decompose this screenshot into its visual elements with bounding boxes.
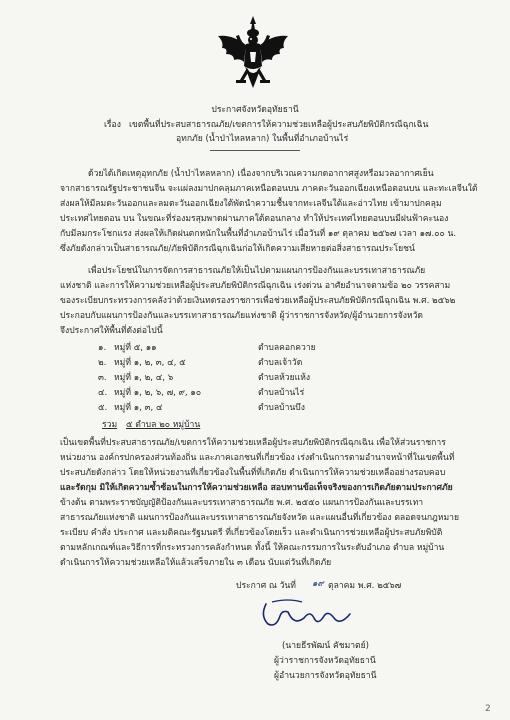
subject-line-2: อุทกภัย (น้ำป่าไหลหลาก) ในพื้นที่อำเภอบ้านไร่: [176, 134, 349, 144]
para3-line-2: หน่วยงาน องค์กรปกครองส่วนท้องถิ่น และภาคเอกชนที่เกี่ยวข้อง เร่งดำเนินการตามอำนาจหน้าที่ในเขตพื้นที่: [60, 453, 455, 463]
para2-line-4: ประกอบกับแผนการป้องกันและบรรเทาสาธารณภัยแห่งชาติ ผู้ว่าราชการจังหวัด/ผู้อำนวยการจังหวัด: [60, 311, 423, 321]
para1-line-5: กับมีลมกระโชกแรง ส่งผลให้เกิดฝนตกหนักในพื้นที่อำเภอบ้านไร่ เมื่อวันที่ ๑๙ ตุลาคม ๒๕๖๗ เวลา ๑๗.๐๐ น.: [60, 229, 457, 239]
area-item-moo: หมู่ที่ ๑, ๒, ๖, ๗, ๙, ๑๐: [114, 388, 202, 398]
summary-label: รวม: [102, 420, 118, 430]
para2-line-1: เพื่อประโยชน์ในการจัดการสาธารณภัยให้เป็นไปตามแผนการป้องกันและบรรเทาสาธารณภัย: [88, 266, 426, 276]
para1-line-1: ด้วยได้เกิดเหตุอุทกภัย (น้ำป่าไหลหลาก) เนื่องจากบริเวณความกดอากาศสูงหรือมวลอากาศเย็น: [88, 169, 434, 179]
para2-line-2: แห่งชาติ และการให้ความช่วยเหลือผู้ประสบภัยพิบัติกรณีฉุกเฉิน เร่งด่วน อาศัยอำนาจตามข้อ ๒๐ วรรคสาม: [60, 281, 451, 291]
para3-line-3: ประสบภัยดังกล่าว โดยให้หน่วยงานที่เกี่ยวข้องในพื้นที่ที่เกิดภัย ดำเนินการให้ความช่วยเหลืออย่างรอบคอบ: [60, 468, 446, 478]
area-item-no: ๒.: [98, 358, 107, 368]
area-item-tambon: ตำบลบ้านไร่: [258, 388, 305, 398]
area-item-no: ๓.: [98, 373, 107, 383]
area-item-tambon: ตำบลห้วยแห้ง: [258, 373, 311, 383]
area-item-no: ๔.: [98, 388, 108, 398]
summary-text: ๕ ตำบล ๒๐ หมู่บ้าน: [126, 420, 201, 430]
subject-label: เรื่อง: [104, 120, 121, 130]
para2-line-3: ของระเบียบกระทรวงการคลังว่าด้วยเงินทดรองราชการเพื่อช่วยเหลือผู้ประสบภัยพิบัติกรณีฉุกเฉิน พ.ศ. ๒๕๖๒: [60, 296, 456, 306]
para1-line-4: ประเทศไทยตอน บน ในขณะที่ร่องมรสุมพาดผ่านภาคใต้ตอนกลาง ทำให้ประเทศไทยตอนบนมีฝนฟ้าคะนอง: [60, 214, 449, 224]
signer-name: (นายธีรพัฒน์ คัชมาตย์): [282, 641, 370, 651]
area-item-no: ๑.: [98, 343, 107, 353]
signer-position-2: ผู้อำนวยการจังหวัดอุทัยธานี: [274, 671, 377, 681]
area-item-moo: หมู่ที่ ๑, ๒, ๔, ๖: [114, 373, 174, 383]
para3-line-9: ดำเนินการให้ความช่วยเหลือให้แล้วเสร็จภายใน ๓ เดือน นับแต่วันที่เกิดภัย: [60, 558, 332, 568]
para3-line-7: ระเบียบ คำสั่ง ประกาศ และมติคณะรัฐมนตรี ที่เกี่ยวข้องโดยเร็ว และดำเนินการช่วยเหลือผู้ประสบภัยพิบัติ: [60, 528, 443, 538]
announcement-title: ประกาศจังหวัดอุทัยธานี: [211, 105, 299, 115]
para1-line-6: ซึ่งภัยดังกล่าวเป็นสาธารณภัย/ภัยพิบัติกรณีฉุกเฉินก่อให้เกิดความเสียหายต่อสิ่งสาธารณประโยชน์: [60, 244, 415, 254]
para3-line-8: ตามหลักเกณฑ์และวิธีการที่กระทรวงการคลังกำหนด ทั้งนี้ ให้คณะกรรมการในระดับอำเภอ ตำบล หมู่บ้าน: [60, 543, 445, 553]
para2-line-5: จึงประกาศให้พื้นที่ดังต่อไปนี้: [60, 326, 163, 336]
area-item-no: ๕.: [98, 403, 108, 413]
area-item-moo: หมู่ที่ ๑, ๒, ๓, ๔, ๕: [114, 358, 186, 368]
para3-line-4: และรัดกุม มิให้เกิดความซ้ำซ้อนในการให้ความช่วยเหลือ สอบทานข้อเท็จจริงของการเกิดภัยตามประกาศภัย: [60, 483, 453, 493]
dated-rest: ตุลาคม พ.ศ. ๒๕๖๗: [328, 581, 402, 591]
area-item-moo: หมู่ที่ ๑, ๓, ๔: [114, 403, 163, 413]
para1-line-2: จากสาธารณรัฐประชาชนจีน จะแผ่ลงมาปกคลุมภาคเหนือตอนบน ภาคตะวันออกเฉียงเหนือตอนบน และทะเลจีนใต้: [60, 184, 478, 194]
area-item-tambon: ตำบลบ้านบึง: [258, 403, 305, 413]
area-item-tambon: ตำบลคอกควาย: [258, 343, 316, 353]
title-divider: [210, 150, 300, 151]
subject-line-1: เขตพื้นที่ประสบสาธารณภัย/เขตการให้ความช่วยเหลือผู้ประสบภัยพิบัติกรณีฉุกเฉิน: [129, 120, 429, 130]
para3-line-5: ข้างต้น ตามพระราชบัญญัติป้องกันและบรรเทาสาธารณภัย พ.ศ. ๒๕๕๐ แผนการป้องกันและบรรเทา: [60, 498, 424, 508]
para1-line-3: ส่งผลให้มีลมตะวันออกและลมตะวันออกเฉียงใต้พัดนำความชื้นจากทะเลจีนใต้และอ่าวไทย เข้ามาปกคลุม: [60, 199, 442, 209]
area-item-moo: หมู่ที่ ๕, ๑๑: [114, 343, 157, 353]
para3-line-1: เป็นเขตพื้นที่ประสบสาธารณภัย/เขตการให้ความช่วยเหลือผู้ประสบภัยพิบัติกรณีฉุกเฉิน เพื่อให้ส่วนราชการ: [60, 438, 446, 448]
signer-position-1: ผู้ว่าราชการจังหวัดอุทัยธานี: [274, 656, 376, 666]
dated-prefix: ประกาศ ณ วันที่: [236, 581, 296, 591]
para3-line-6: สาธารณภัยแห่งชาติ แผนการป้องกันและบรรเทาสาธารณภัยจังหวัด และแผนอื่นที่เกี่ยวข้อง ตลอดจนกฎหมาย: [60, 513, 459, 523]
signature-icon: [258, 596, 368, 632]
area-item-tambon: ตำบลเจ้าวัด: [258, 358, 303, 368]
garuda-emblem-icon: [212, 14, 294, 96]
page-number: 2: [485, 704, 491, 714]
dated-day: ๑๙: [312, 579, 324, 589]
